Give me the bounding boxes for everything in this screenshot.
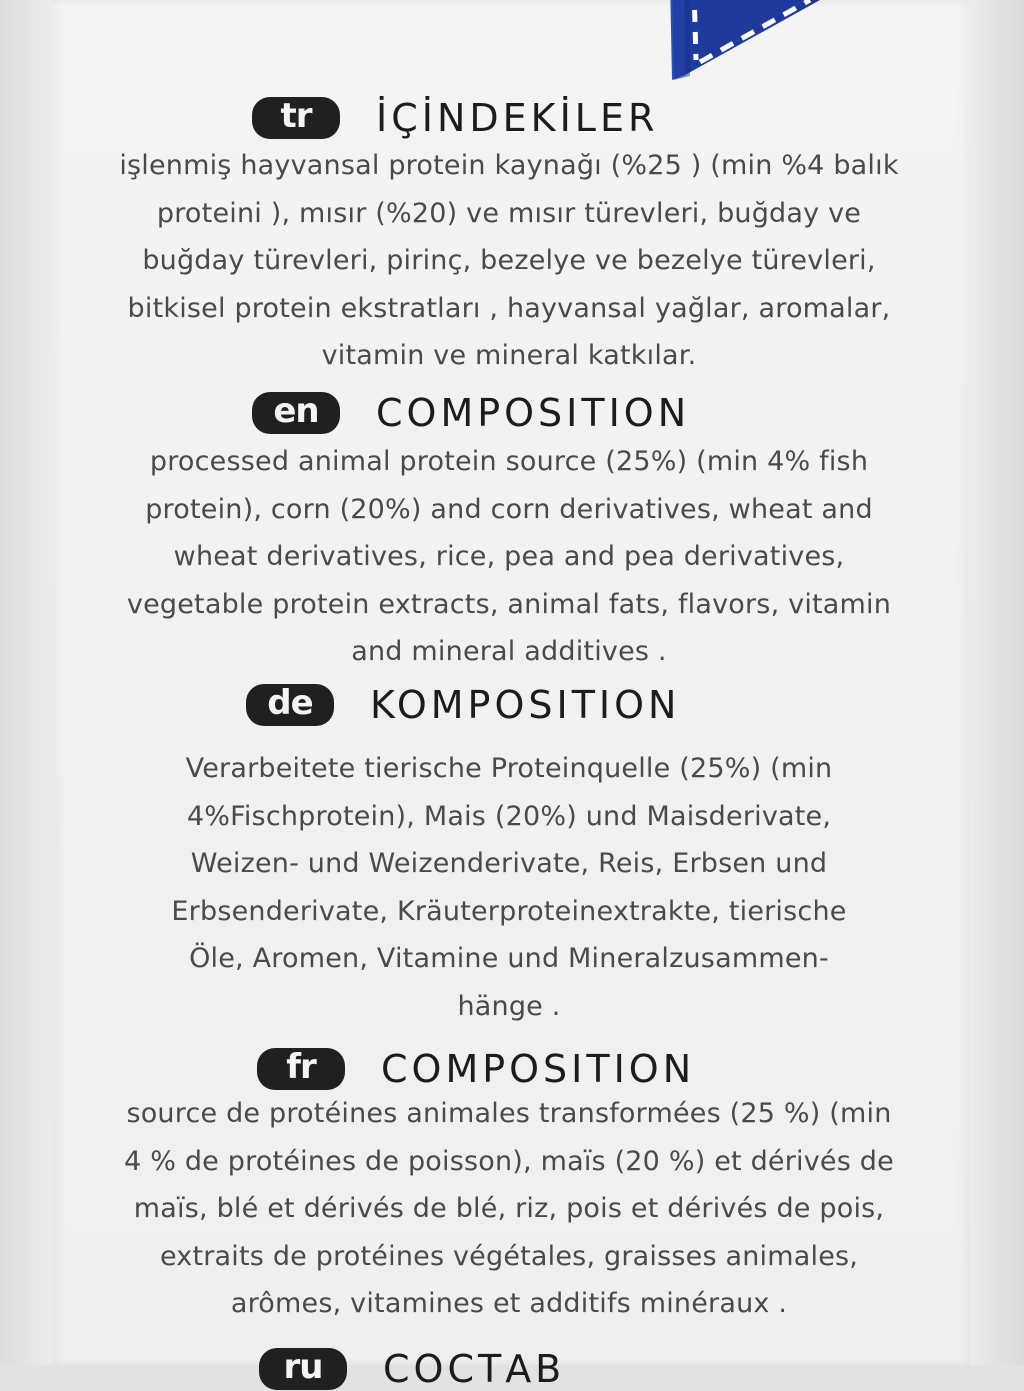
section-title-de: KOMPOSITION <box>370 683 681 727</box>
text-line: arômes, vitamines et additifs minéraux . <box>230 1288 788 1319</box>
language-badge-de: de <box>246 684 334 726</box>
text-line: 4%Fischprotein), Mais (20%) und Maisderivate, <box>186 800 832 832</box>
language-badge-en: en <box>252 392 340 434</box>
language-badge-ru: ru <box>259 1348 347 1390</box>
text-line: and mineral additives . <box>351 636 667 667</box>
text-line: wheat derivatives, rice, pea and pea derivatives, <box>173 541 845 572</box>
text-line: maïs, blé et dérivés de blé, riz, pois et dérivés de pois, <box>133 1193 885 1224</box>
text-line: vitamin ve mineral katkılar. <box>321 340 697 371</box>
ingredients-text-en <box>84 438 934 676</box>
text-line: Weizen- und Weizenderivate, Reis, Erbsen und <box>190 848 828 879</box>
section-title-fr: COMPOSITION <box>381 1047 696 1091</box>
section-title-ru: СОСТАВ <box>383 1347 566 1391</box>
language-badge-tr: tr <box>252 97 340 139</box>
text-line: protein), corn (20%) and corn derivatives, wheat and <box>145 493 873 525</box>
section-heading-ru-cutoff <box>259 1349 565 1389</box>
ingredient-label <box>52 0 970 1391</box>
language-badge-fr: fr <box>257 1048 345 1090</box>
ingredients-text-de <box>84 745 934 1030</box>
text-line: 4 % de protéines de poisson), maïs (20 %) et dérivés de <box>124 1145 894 1177</box>
text-line: Verarbeitete tierische Proteinquelle (25%) (min <box>185 753 833 784</box>
text-line: hänge . <box>457 990 561 1022</box>
section-title-en: COMPOSITION <box>376 391 691 435</box>
section-title-tr: İÇİNDEKİLER <box>376 96 659 140</box>
text-line: proteini ), mısır (%20) ve mısır türevleri, buğday ve <box>156 197 862 229</box>
text-line: işlenmiş hayvansal protein kaynağı (%25 ) (min %4 balık <box>119 150 899 181</box>
package-edge-left <box>0 0 58 1365</box>
text-line: processed animal protein source (25%) (min 4% fish <box>149 446 869 477</box>
ingredients-text-tr <box>84 142 934 380</box>
section-heading-de <box>246 680 680 730</box>
text-line: Öle, Aromen, Vitamine und Mineralzusammen- <box>189 943 829 974</box>
blue-stitched-corner-graphic <box>610 0 820 90</box>
text-line: source de protéines animales transformées (25 %) (min <box>126 1098 892 1129</box>
text-line: bitkisel protein ekstratları , hayvansal yağlar, aromalar, <box>127 292 891 324</box>
section-heading-en <box>252 388 690 438</box>
text-line: vegetable protein extracts, animal fats, flavors, vitamin <box>126 588 892 620</box>
text-line: buğday türevleri, pirinç, bezelye ve bezelye türevleri, <box>142 245 876 276</box>
text-line: Erbsenderivate, Kräuterproteinextrakte, tierische <box>171 895 847 927</box>
section-heading-fr <box>257 1044 695 1094</box>
text-line: extraits de protéines végétales, graisses animales, <box>159 1240 859 1272</box>
ingredients-text-fr <box>84 1090 934 1328</box>
package-edge-right <box>968 0 1024 1365</box>
section-heading-tr <box>252 93 658 143</box>
